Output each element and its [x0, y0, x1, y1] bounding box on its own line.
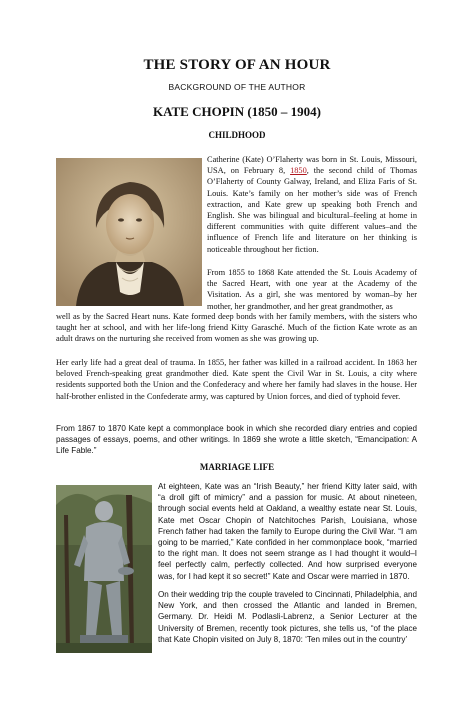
- marriage-heading: MARRIAGE LIFE: [199, 462, 275, 472]
- marriage-paragraph-1: At eighteen, Kate was an “Irish Beauty,” her friend Kitty later said, with “a droll gift of mimicry” and a passion for music. At about nineteen, through social events held at Oakland, a wealthy estate near St. Louis, Kate met Oscar Chopin of Natchitoches Parish, Louisiana, whose French father had taken the family to Europe during the Civil War. “I am going to be married,” Kate confided in her commonplace book, “married to the right man. It does not seem strange as I had thought it would–I feel perfectly calm, perfectly collected. And how surprised everyone was, for I had kept it so secret!” Kate and Oscar were married in 1870.: [158, 482, 417, 581]
- childhood-p1-text-b: , the second child of Thomas O’Flaherty of County Galway, Ireland, and Eliza Faris of St. Louis. Kate’s family on her mother’s side was of French extraction, and Kate grew up speaking both French and English. She was bilingual and bicultural–feeling at home in different communities with quite different values–and the influence of French life and literature on her thinking is noticeable throughout her fiction.: [207, 166, 418, 254]
- statue-photo: [56, 485, 152, 653]
- childhood-paragraph-2-bottom: well as by the Sacred Heart nuns. Kate formed deep bonds with her family members, with the sisters who taught her at school, and with her life-long friend Kitty Garasché. Much of the fiction Kate wrote as an adult draws on the nurturing she received from women as she was growing up.: [56, 312, 417, 344]
- childhood-paragraph-2-top: From 1855 to 1868 Kate attended the St. Louis Academy of the Sacred Heart, with one year at the Academy of the Visitation. As a girl, she was mentored by woman–by her mother, her grandmother, and her great grandmother, as: [207, 268, 417, 311]
- document-title: THE STORY OF AN HOUR: [143, 57, 331, 73]
- portrait-photo: [56, 158, 202, 306]
- childhood-p1-text-a: Catherine (Kate) O’Flaherty was born in St. Louis, Missouri, USA, on February 8,: [207, 155, 417, 176]
- author-heading: KATE CHOPIN (1850 – 1904): [152, 104, 322, 119]
- childhood-paragraph-1: [207, 154, 417, 255]
- childhood-heading: CHILDHOOD: [208, 130, 266, 140]
- document-subtitle: BACKGROUND OF THE AUTHOR: [168, 82, 306, 92]
- marriage-paragraph-2: On their wedding trip the couple traveled to Cincinnati, Philadelphia, and New York, and then crossed the Atlantic and landed in Bremen, Germany. Dr. Heidi M. Podlasli-Labrenz, a Senior Lecturer at the University of Bremen, recently took pictures, she tells us, “of the place that Kate Chopin visited on July 8, 1870: ‘Ten miles out in the country’: [158, 590, 417, 644]
- childhood-paragraph-3: Her early life had a great deal of trauma. In 1855, her father was killed in a railroad accident. In 1863 her beloved French-speaking great grandmother died. Kate spent the Civil War in St. Louis, a city where residents supported both the Union and the Confederacy and where her family had slaves in the house. Her half-brother enlisted in the Confederate army, was captured by Union forces, and died of typhoid fever.: [56, 358, 417, 401]
- childhood-paragraph-4: From 1867 to 1870 Kate kept a commonplace book in which she recorded diary entries and copied passages of essays, poems, and other writings. In 1869 she wrote a little sketch, “Emancipation: A Life Fable.”: [56, 424, 417, 456]
- birth-year-link[interactable]: 1850: [290, 166, 307, 176]
